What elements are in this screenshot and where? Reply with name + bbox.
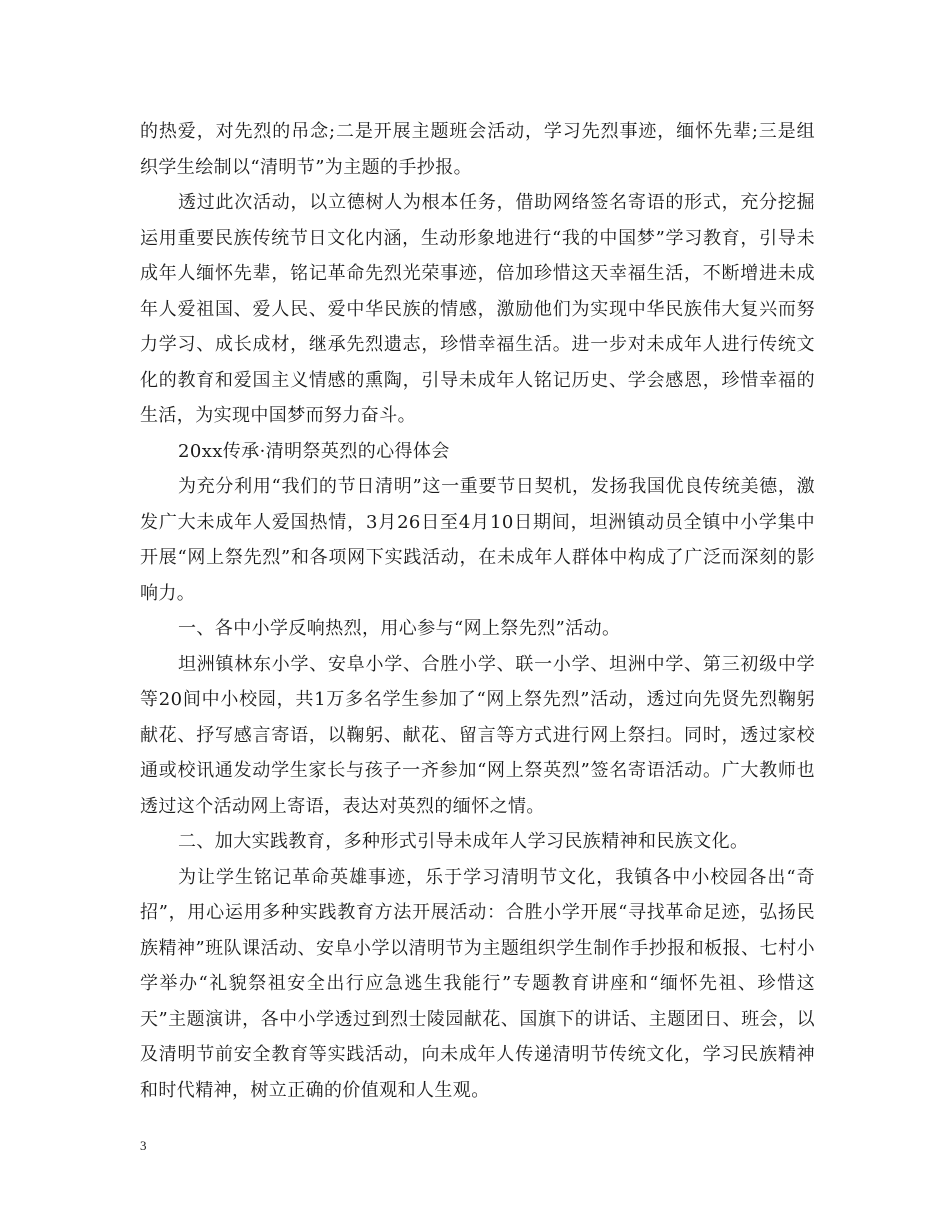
paragraph-5: 为让学生铭记革命英雄事迹，乐于学习清明节文化，我镇各中小校园各出“奇招”，用心运用多种实践教育方法开展活动：合胜小学开展“寻找革命足迹，弘扬民族精神”班队课活动、安阜小学以清明节为主题组织学生制作手抄报和板报、七村小学举办“礼貌祭祖安全出行应急逃生我能行”专题教育讲座和“缅怀先祖、珍惜这天”主题演讲，各中小学透过到烈士陵园献花、国旗下的讲话、主题团日、班会，以及清明节前安全教育等实践活动，向未成年人传递清明节传统文化，学习民族精神和时代精神，树立正确的价值观和人生观。 <box>140 866 815 1101</box>
section-heading: 20xx传承·清明祭英烈的心得体会 <box>178 440 450 462</box>
paragraph-3: 为充分利用“我们的节日清明”这一重要节日契机，发扬我国优良传统美德，激发广大未成年人爱国热情，3月26日至4月10日期间，坦洲镇动员全镇中小学集中开展“网上祭先烈”和各项网下实践活动，在未成年人群体中构成了广泛而深刻的影响力。 <box>140 476 815 604</box>
paragraph-2: 透过此次活动，以立德树人为根本任务，借助网络签名寄语的形式，充分挖掘运用重要民族传统节日文化内涵，生动形象地进行“我的中国梦”学习教育，引导未成年人缅怀先辈，铭记革命先烈光荣事迹，倍加珍惜这天幸福生活，不断增进未成年人爱祖国、爱人民、爱中华民族的情感，激励他们为实现中华民族伟大复兴而努力学习、成长成材，继承先烈遗志，珍惜幸福生活。进一步对未成年人进行传统文化的教育和爱国主义情感的熏陶，引导未成年人铭记历史、学会感恩，珍惜幸福的生活，为实现中国梦而努力奋斗。 <box>140 192 815 426</box>
paragraph-1: 的热爱，对先烈的吊念;二是开展主题班会活动，学习先烈事迹，缅怀先辈;三是组织学生绘制以“清明节”为主题的手抄报。 <box>140 121 815 178</box>
page-number: 3 <box>140 1138 147 1153</box>
document-body <box>140 114 815 1108</box>
paragraph-4: 坦洲镇林东小学、安阜小学、合胜小学、联一小学、坦洲中学、第三初级中学等20间中小校园，共1万多名学生参加了“网上祭先烈”活动，透过向先贤先烈鞠躬献花、抒写感言寄语，以鞠躬、献花、留言等方式进行网上祭扫。同时，透过家校通或校讯通发动学生家长与孩子一齐参加“网上祭英烈”签名寄语活动。广大教师也透过这个活动网上寄语，表达对英烈的缅怀之情。 <box>140 653 815 817</box>
subheading-1: 一、各中小学反响热烈，用心参与“网上祭先烈”活动。 <box>178 618 621 639</box>
subheading-2: 二、加大实践教育，多种形式引导未成年人学习民族精神和民族文化。 <box>178 831 749 852</box>
